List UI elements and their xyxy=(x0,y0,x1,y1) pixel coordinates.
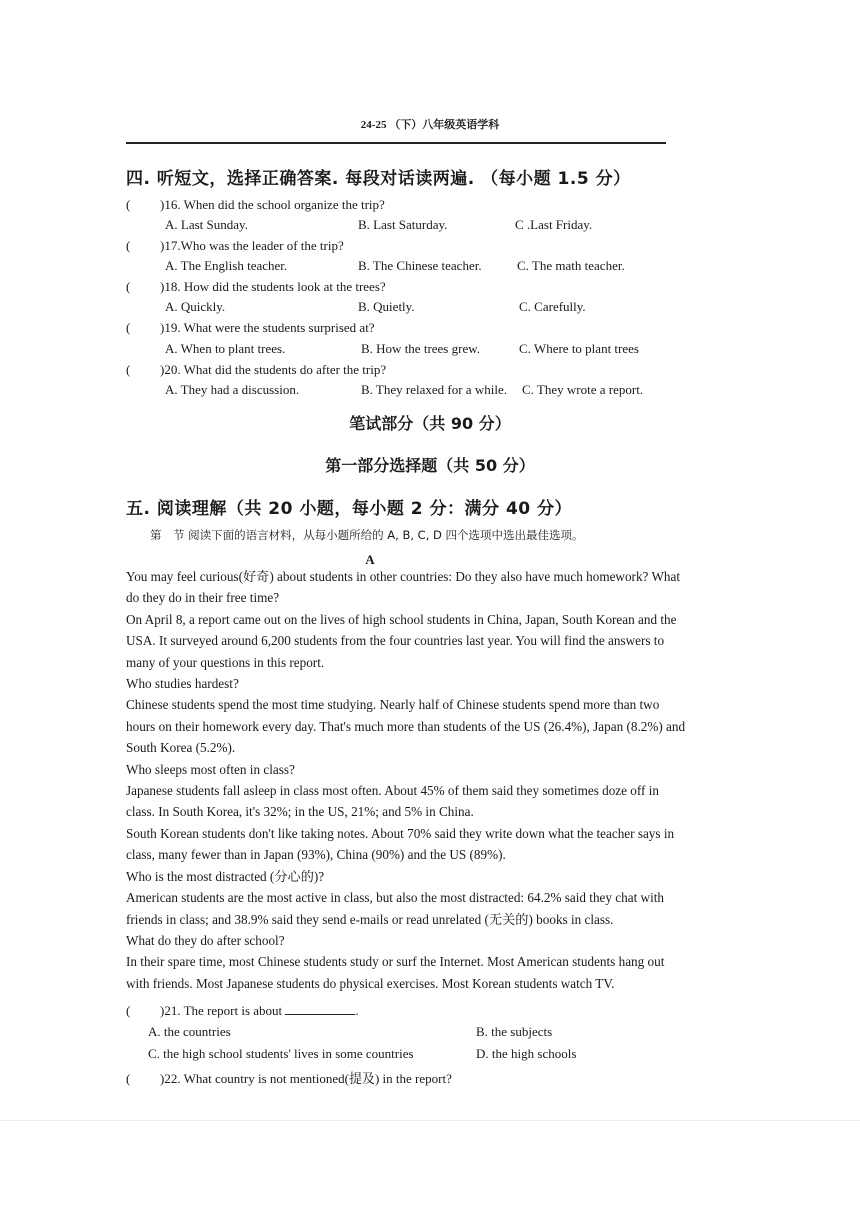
question-20: ( )20. What did the students do after the trip? xyxy=(126,362,387,377)
q17-option-b: B. The Chinese teacher. xyxy=(358,258,482,273)
passage-letter: A xyxy=(365,552,375,567)
question-22: ( )22. What country is not mentioned(提及) in the report? xyxy=(126,1071,452,1086)
paragraph: South Korean students don't like taking notes. About 70% said they write down what the teacher says in class, many fewer than in Japan (93%), China (90%) and the US (89%). xyxy=(126,825,675,863)
q21-option-d: D. the high schools xyxy=(476,1046,577,1061)
question-18: ( )18. How did the students look at the trees? xyxy=(126,279,386,294)
q19-option-a: A. When to plant trees. xyxy=(165,341,286,356)
q20-option-b: B. They relaxed for a while. xyxy=(361,382,507,397)
paragraph: Chinese students spend the most time studying. Nearly half of Chinese students spend more than two hours on their homework every day. That's much more than students of the US (26.4%), Japan (8.2%) and South Korea (5.2%). xyxy=(126,697,686,756)
q20-option-a: A. They had a discussion. xyxy=(165,382,300,397)
question-16: ( )16. When did the school organize the trip? xyxy=(126,197,385,212)
reading-passage xyxy=(126,566,691,994)
q21-option-b: B. the subjects xyxy=(476,1024,553,1039)
q18-option-a: A. Quickly. xyxy=(165,299,226,314)
paragraph: On April 8, a report came out on the lives of high school students in China, Japan, South Korean and the USA. It surveyed around 6,200 students from the four countries last year. You will find the answers to many of your questions in this report. xyxy=(126,611,677,670)
subheading: Who sleeps most often in class? xyxy=(126,761,295,777)
page-bottom-edge xyxy=(0,1120,860,1121)
q17-option-a: A. The English teacher. xyxy=(165,258,288,273)
subheading: Who studies hardest? xyxy=(126,676,239,692)
q17-option-c: C. The math teacher. xyxy=(517,258,625,273)
q19-option-c: C. Where to plant trees xyxy=(519,341,639,356)
written-part-title: 笔试部分（共 90 分） xyxy=(349,414,511,433)
question-17: ( )17.Who was the leader of the trip? xyxy=(126,238,344,253)
q19-option-b: B. How the trees grew. xyxy=(361,341,481,356)
header-rule xyxy=(126,142,666,144)
q16-option-c: C .Last Friday. xyxy=(515,217,593,232)
paragraph: American students are the most active in class, but also the most distracted: 64.2% said they chat with friends in class; and 38.9% said they send e-mails or read unrelated (无关的) books in class. xyxy=(126,890,664,927)
page-header: 24-25 （下）八年级英语学科 xyxy=(360,119,500,131)
q16-option-b: B. Last Saturday. xyxy=(358,217,448,232)
q21-option-a: A. the countries xyxy=(148,1024,231,1039)
subheading: Who is the most distracted (分心的)? xyxy=(126,868,325,884)
subheading: What do they do after school? xyxy=(126,932,285,948)
q20-option-c: C. They wrote a report. xyxy=(522,382,644,397)
paragraph: In their spare time, most Chinese students study or surf the Internet. Most American students hang out with friends. Most Japanese students do physical exercises. Most Korean students watch TV. xyxy=(126,954,665,991)
section-4-title: 四. 听短文，选择正确答案. 每段对话读两遍. （每小题 1.5 分） xyxy=(126,169,631,189)
question-19: ( )19. What were the students surprised at? xyxy=(126,320,375,335)
part-one-title: 第一部分选择题（共 50 分） xyxy=(325,456,535,475)
answer-blank xyxy=(285,1002,355,1015)
paragraph: Japanese students fall asleep in class most often. About 45% of them said they sometimes doze off in class. In South Korea, it's 32%; in the US, 21%; and 5% in China. xyxy=(126,783,660,820)
q18-option-c: C. Carefully. xyxy=(519,299,586,314)
q21-option-c: C. the high school students' lives in some countries xyxy=(148,1046,414,1061)
q16-option-a: A. Last Sunday. xyxy=(165,217,248,232)
paragraph: You may feel curious(好奇) about students in other countries: Do they also have much homework? What do they do in their free time? xyxy=(126,569,681,606)
question-21: ( )21. The report is about . xyxy=(126,1003,359,1018)
section-5-title: 五. 阅读理解（共 20 小题，每小题 2 分：满分 40 分） xyxy=(126,499,573,519)
q18-option-b: B. Quietly. xyxy=(358,299,415,314)
section-5-instruction: 第 节 阅读下面的语言材料，从每小题所给的 A, B, C, D 四个选项中选出最佳选项。 xyxy=(150,528,584,542)
